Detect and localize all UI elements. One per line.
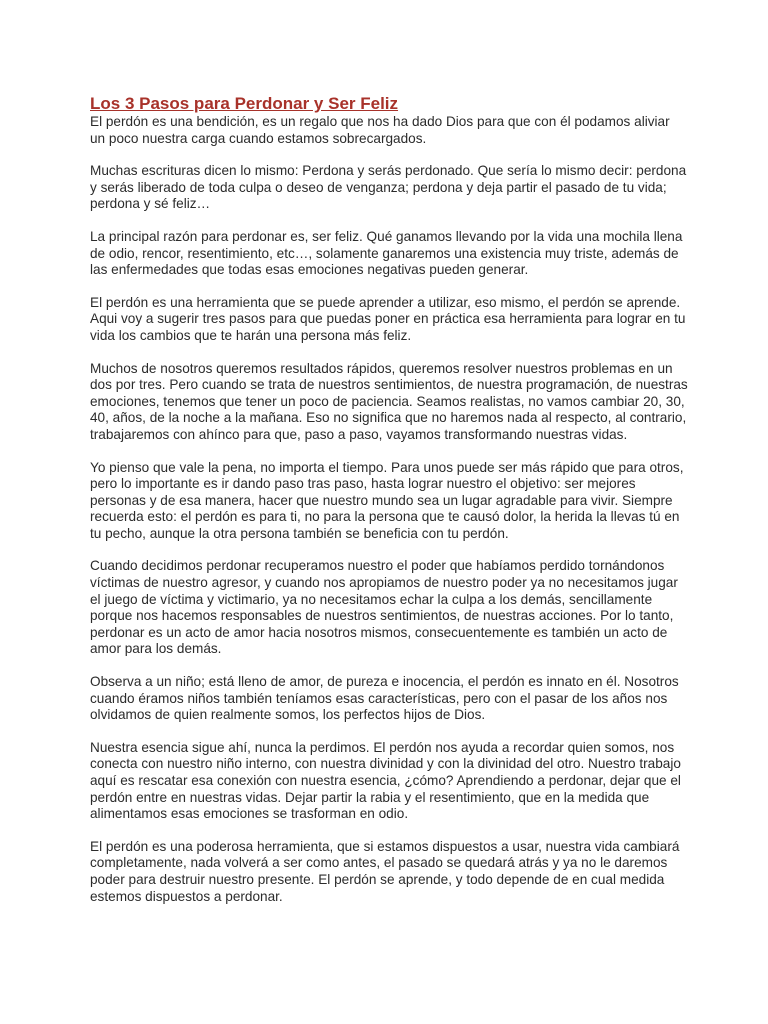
document-title: Los 3 Pasos para Perdonar y Ser Feliz	[90, 94, 399, 113]
paragraph-2: Muchas escrituras dicen lo mismo: Perdona y serás perdonado. Que sería lo mismo decir: perdona y serás liberado de toda culpa o deseo de venganza; perdona y deja partir el pasado de tu vida; perdona y sé feliz…	[90, 163, 687, 212]
paragraph-6: Yo pienso que vale la pena, no importa el tiempo. Para unos puede ser más rápido que para otros, pero lo importante es ir dando paso tras paso, hasta lograr nuestro el objetivo: ser mejores personas y de esa manera, hacer que nuestro mundo sea un lugar agradable para vivir. Siempre recuerda esto: el perdón es para ti, no para la persona que te causó dolor, la herida la llevas tú en tu pecho, aunque la otra persona también se beneficia con tu perdón.	[90, 459, 684, 541]
paragraph-7: Cuando decidimos perdonar recuperamos nuestro el poder que habíamos perdido tornándonos víctimas de nuestro agresor, y cuando nos apropiamos de nuestro poder ya no necesitamos jugar el juego de víctima y victimario, ya no necesitamos echar la culpa a los demás, sencillamente porque nos hacemos responsables de nuestros sentimientos, de nuestras acciones. Por lo tanto, perdonar es un acto de amor hacia nosotros mismos, consecuentemente es también un acto de amor para los demás.	[90, 558, 678, 657]
paragraph-9: Nuestra esencia sigue ahí, nunca la perdimos. El perdón nos ayuda a recordar quien somos, nos conecta con nuestro niño interno, con nuestra divinidad y con la divinidad del otro. Nuestro trabajo aquí es rescatar esa conexión con nuestra esencia, ¿cómo? Aprendiendo a perdonar, dejar que el perdón entre en nuestras vidas. Dejar partir la rabia y el resentimiento, que en la medida que alimentamos esas emociones se trasforman en odio.	[90, 739, 681, 822]
paragraph-5: Muchos de nosotros queremos resultados rápidos, queremos resolver nuestros problemas en un dos por tres. Pero cuando se trata de nuestros sentimientos, de nuestra programación, de nuestras emociones, tenemos que tener un poco de paciencia. Seamos realistas, no vamos cambiar 20, 30, 40, años, de la noche a la mañana. Eso no significa que no haremos nada al respecto, al contrario, trabajaremos con ahínco para que, paso a paso, vayamos transformando nuestras vidas.	[90, 360, 688, 442]
paragraph-8: Observa a un niño; está lleno de amor, de pureza e inocencia, el perdón es innato en él. Nosotros cuando éramos niños también teníamos esas características, pero con el pasar de los años nos olvidamos de quien realmente somos, los perfectos hijos de Dios.	[90, 674, 679, 723]
paragraph-10: El perdón es una poderosa herramienta, que si estamos dispuestos a usar, nuestra vida cambiará completamente, nada volverá a ser como antes, el pasado se quedará atrás y ya no le daremos poder para destruir nuestro presente. El perdón se aprende, y todo depende de en cual medida estemos dispuestos a perdonar.	[90, 838, 680, 904]
paragraph-1: El perdón es una bendición, es un regalo que nos ha dado Dios para que con él podamos aliviar un poco nuestra carga cuando estamos sobrecargados.	[90, 114, 670, 146]
paragraph-3: La principal razón para perdonar es, ser feliz. Qué ganamos llevando por la vida una mochila llena de odio, rencor, resentimiento, etc…, solamente ganaremos una existencia muy triste, además de las enfermedades que todas esas emociones negativas pueden generar.	[90, 228, 683, 278]
paragraph-4: El perdón es una herramienta que se puede aprender a utilizar, eso mismo, el perdón se aprende. Aqui voy a sugerir tres pasos para que puedas poner en práctica esa herramienta para lograr en tu vida los cambios que te harán una persona más feliz.	[90, 294, 686, 343]
